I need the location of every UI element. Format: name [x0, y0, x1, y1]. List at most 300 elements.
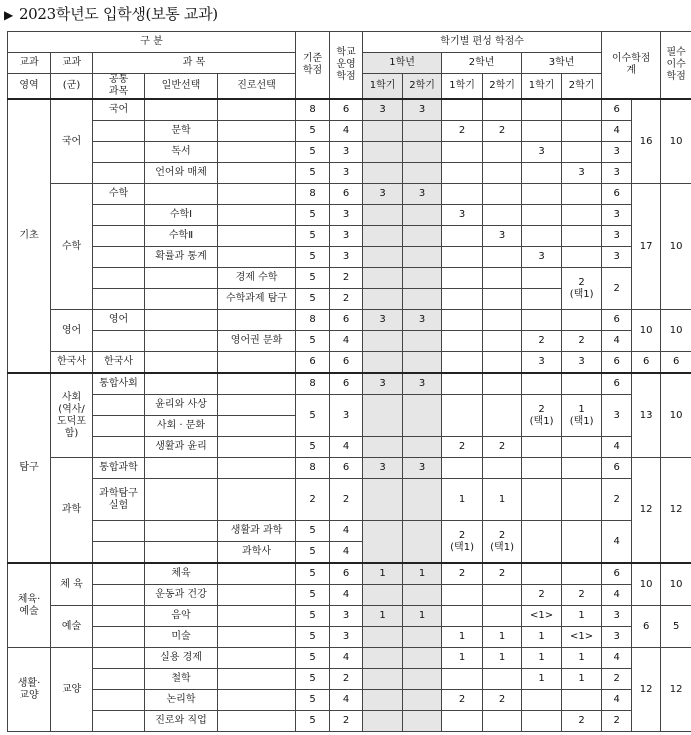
- cell-unyeong: 3: [330, 226, 363, 247]
- cell-s6: <1>: [562, 627, 602, 648]
- total-pilsu: 10: [661, 563, 691, 606]
- cell-gijun: 5: [296, 331, 330, 352]
- cell-s6: 1: [562, 648, 602, 669]
- cell-ilban: 체육: [145, 563, 218, 585]
- cell-isu: 3: [602, 163, 632, 184]
- cell-s2: [403, 268, 442, 289]
- cell-s2: [403, 205, 442, 226]
- cell-isu: 4: [602, 121, 632, 142]
- cell-gijun: 5: [296, 289, 330, 310]
- cell-gijun: 5: [296, 563, 330, 585]
- cell-s5: [522, 289, 562, 310]
- cell-s5: [522, 479, 562, 521]
- total-gye: 17: [632, 184, 661, 310]
- cell-gijun: 8: [296, 99, 330, 121]
- cell-s2: 3: [403, 184, 442, 205]
- cell-unyeong: 2: [330, 268, 363, 289]
- cell-s6-select: 2 (택1): [562, 268, 602, 310]
- cell-s1: [363, 352, 403, 374]
- cell-ilban: 운동과 건강: [145, 585, 218, 606]
- cell-s4: [483, 205, 522, 226]
- cell-gijun: 5: [296, 395, 330, 437]
- cell-gijun: 5: [296, 268, 330, 289]
- cell-ilban: 논리학: [145, 690, 218, 711]
- header-gubun: 구 분: [8, 32, 296, 53]
- cell-isu: 6: [602, 563, 632, 585]
- cell-s3: [442, 184, 483, 205]
- cell-s5: [522, 121, 562, 142]
- cell-gongtong: 국어: [93, 99, 145, 121]
- cell-isu: 3: [602, 395, 632, 437]
- cell-unyeong: 3: [330, 142, 363, 163]
- header-gyogwa-gun-2: (군): [51, 74, 93, 100]
- cell-unyeong: 4: [330, 648, 363, 669]
- cell-s5: [522, 184, 562, 205]
- cell-s3: 1: [442, 627, 483, 648]
- cell-unyeong: 2: [330, 669, 363, 690]
- cell-s2: 3: [403, 310, 442, 331]
- cell-s2: [403, 437, 442, 458]
- cell-isu: 6: [602, 310, 632, 331]
- cell-s4: 3: [483, 226, 522, 247]
- cell-gongtong: 과학탐구 실험: [93, 479, 145, 521]
- header-gyogwa-yeongyeok-1: 교과: [8, 53, 51, 74]
- cell-s3: [442, 99, 483, 121]
- cell-s6: [562, 310, 602, 331]
- cell-ilban: 독서: [145, 142, 218, 163]
- cell-isu: 3: [602, 247, 632, 268]
- cell-unyeong: 6: [330, 352, 363, 374]
- cell-s5: 3: [522, 352, 562, 374]
- cell-unyeong: 6: [330, 563, 363, 585]
- cell-s5: [522, 226, 562, 247]
- cell-s1: 3: [363, 310, 403, 331]
- cell-unyeong: 4: [330, 585, 363, 606]
- cell-s6: [562, 690, 602, 711]
- header-pilsu: 필수 이수 학점: [661, 32, 691, 100]
- cell-unyeong: 4: [330, 437, 363, 458]
- cell-unyeong: 3: [330, 627, 363, 648]
- cell-isu: 4: [602, 437, 632, 458]
- cell-s4: [483, 458, 522, 479]
- group-su: 수학: [51, 184, 93, 310]
- cell-gijun: 8: [296, 184, 330, 205]
- cell-s4: [483, 606, 522, 627]
- cell-s3: 1: [442, 479, 483, 521]
- cell-s1: [363, 289, 403, 310]
- cell-s3: [442, 711, 483, 732]
- cell-gijun: 8: [296, 310, 330, 331]
- cell-s1: 3: [363, 458, 403, 479]
- cell-s4: [483, 289, 522, 310]
- cell-s5: 1: [522, 669, 562, 690]
- cell-s3: 2: [442, 437, 483, 458]
- cell-isu: 3: [602, 226, 632, 247]
- header-unyeong: 학교 운영 학점: [330, 32, 363, 100]
- cell-unyeong: 6: [330, 99, 363, 121]
- header-ilban: 일반선택: [145, 74, 218, 100]
- total-gye: 6: [632, 352, 661, 374]
- cell-isu: 4: [602, 648, 632, 669]
- cell-s2: [403, 247, 442, 268]
- cell-s1: [363, 142, 403, 163]
- cell-gijun: 5: [296, 142, 330, 163]
- cell-s6: 1: [562, 669, 602, 690]
- cell-s2: [403, 711, 442, 732]
- header-gwamok: 과 목: [93, 53, 296, 74]
- cell-s2: [403, 479, 442, 521]
- cell-gijun: 5: [296, 121, 330, 142]
- cell-s3: [442, 669, 483, 690]
- cell-s2: 1: [403, 606, 442, 627]
- group-cheyuk: 체 육: [51, 563, 93, 606]
- cell-s1: [363, 268, 403, 289]
- cell-ilban: 음악: [145, 606, 218, 627]
- header-term: 1학기: [442, 74, 483, 100]
- cell-unyeong: 4: [330, 542, 363, 564]
- cell-s3: [442, 331, 483, 352]
- total-gye: 16: [632, 99, 661, 184]
- cell-isu: 2: [602, 479, 632, 521]
- cell-s6: [562, 184, 602, 205]
- cell-unyeong: 6: [330, 184, 363, 205]
- area-cheyuk-yesul: 체육· 예술: [8, 563, 51, 648]
- cell-unyeong: 6: [330, 310, 363, 331]
- cell-s5: [522, 690, 562, 711]
- cell-gijun: 5: [296, 437, 330, 458]
- cell-jinro: 영어권 문화: [218, 331, 296, 352]
- cell-s4: [483, 184, 522, 205]
- cell-isu: 6: [602, 458, 632, 479]
- group-gwahak: 과학: [51, 458, 93, 564]
- cell-gijun: 5: [296, 690, 330, 711]
- cell-isu: 3: [602, 142, 632, 163]
- area-gicho: 기초: [8, 99, 51, 373]
- cell-s4: [483, 585, 522, 606]
- cell-s1: [363, 585, 403, 606]
- cell-s4: 1: [483, 627, 522, 648]
- cell-isu: 6: [602, 352, 632, 374]
- cell-jinro: 경제 수학: [218, 268, 296, 289]
- cell-unyeong: 2: [330, 711, 363, 732]
- cell-s4: [483, 373, 522, 395]
- cell-s4: 2: [483, 690, 522, 711]
- cell-s2: [403, 226, 442, 247]
- cell-s3: [442, 310, 483, 331]
- header-term: 2학기: [403, 74, 442, 100]
- cell-s5: 1: [522, 648, 562, 669]
- cell-gijun: 2: [296, 479, 330, 521]
- cell-s4: [483, 331, 522, 352]
- cell-s3: [442, 163, 483, 184]
- cell-gijun: 5: [296, 711, 330, 732]
- header-gyogwa-yeongyeok-2: 영역: [8, 74, 51, 100]
- header-gyogwa-gun-1: 교과: [51, 53, 93, 74]
- cell-gongtong: 한국사: [93, 352, 145, 374]
- curriculum-table: [7, 31, 691, 732]
- cell-s3: [442, 585, 483, 606]
- cell-s5: [522, 437, 562, 458]
- cell-ilban: 윤리와 사상: [145, 395, 218, 416]
- cell-gijun: 5: [296, 648, 330, 669]
- cell-s2: [403, 352, 442, 374]
- cell-ilban: 문학: [145, 121, 218, 142]
- cell-s6: [562, 142, 602, 163]
- cell-gongtong: 영어: [93, 310, 145, 331]
- header-isu: 이수학점 계: [602, 32, 661, 100]
- cell-s6: [562, 99, 602, 121]
- cell-s6: 3: [562, 352, 602, 374]
- cell-isu: 3: [602, 205, 632, 226]
- total-pilsu: 12: [661, 648, 691, 732]
- cell-s5: [522, 563, 562, 585]
- cell-unyeong: 4: [330, 121, 363, 142]
- cell-isu: 6: [602, 99, 632, 121]
- cell-s5: [522, 711, 562, 732]
- cell-s6: [562, 373, 602, 395]
- cell-unyeong: 4: [330, 690, 363, 711]
- cell-s3-select: 2 (택1): [442, 521, 483, 564]
- cell-unyeong: 2: [330, 479, 363, 521]
- header-term: 1학기: [522, 74, 562, 100]
- cell-s4-select: 2 (택1): [483, 521, 522, 564]
- header-term: 2학기: [483, 74, 522, 100]
- group-guk: 국어: [51, 99, 93, 184]
- cell-s1: [363, 331, 403, 352]
- total-gye: 10: [632, 563, 661, 606]
- cell-unyeong: 6: [330, 458, 363, 479]
- cell-s2: [403, 690, 442, 711]
- header-jinro: 진로선택: [218, 74, 296, 100]
- total-pilsu: 12: [661, 458, 691, 564]
- cell-s1: [363, 479, 403, 521]
- cell-isu: 6: [602, 373, 632, 395]
- cell-s3: [442, 373, 483, 395]
- cell-s6: 2: [562, 711, 602, 732]
- cell-s4: [483, 310, 522, 331]
- cell-gijun: 5: [296, 606, 330, 627]
- cell-s2: [403, 142, 442, 163]
- cell-s4: [483, 669, 522, 690]
- cell-gongtong: 수학: [93, 184, 145, 205]
- cell-s2: [403, 585, 442, 606]
- cell-s1: [363, 437, 403, 458]
- cell-isu: 3: [602, 627, 632, 648]
- cell-s4: [483, 163, 522, 184]
- cell-unyeong: 2: [330, 289, 363, 310]
- page-title: [4, 2, 218, 26]
- total-pilsu: 5: [661, 606, 691, 648]
- cell-isu: 4: [602, 585, 632, 606]
- cell-s5: 3: [522, 142, 562, 163]
- total-gye: 10: [632, 310, 661, 352]
- cell-s6: [562, 205, 602, 226]
- cell-ilban: 철학: [145, 669, 218, 690]
- cell-s4: [483, 268, 522, 289]
- cell-gijun: 5: [296, 521, 330, 542]
- cell-ilban: 확률과 통계: [145, 247, 218, 268]
- cell-s3: [442, 247, 483, 268]
- cell-gijun: 5: [296, 627, 330, 648]
- cell-ilban: 진로와 직업: [145, 711, 218, 732]
- cell-ilban: 미술: [145, 627, 218, 648]
- cell-s1: [363, 205, 403, 226]
- group-yeong: 영어: [51, 310, 93, 352]
- area-tamgu: 탐구: [8, 373, 51, 563]
- cell-s2: [403, 163, 442, 184]
- total-pilsu: 6: [661, 352, 691, 374]
- cell-gijun: 5: [296, 247, 330, 268]
- area-saenghwal: 생활· 교양: [8, 648, 51, 732]
- cell-s3: [442, 352, 483, 374]
- cell-jinro: 생활과 과학: [218, 521, 296, 542]
- header-gijun: 기준 학점: [296, 32, 330, 100]
- cell-s6: [562, 247, 602, 268]
- total-pilsu: 10: [661, 373, 691, 458]
- cell-gijun: 5: [296, 226, 330, 247]
- cell-s2: 3: [403, 99, 442, 121]
- cell-unyeong: 4: [330, 521, 363, 542]
- total-gye: 6: [632, 606, 661, 648]
- cell-s1: 3: [363, 99, 403, 121]
- total-pilsu: 10: [661, 184, 691, 310]
- cell-s5: 2: [522, 585, 562, 606]
- cell-s5: [522, 521, 562, 564]
- cell-s6: [562, 121, 602, 142]
- cell-unyeong: 6: [330, 373, 363, 395]
- cell-isu: 4: [602, 690, 632, 711]
- cell-s4: 2: [483, 437, 522, 458]
- cell-s1: [363, 521, 403, 564]
- cell-isu: 2: [602, 669, 632, 690]
- cell-s5: [522, 268, 562, 289]
- cell-s3: 3: [442, 205, 483, 226]
- cell-s4: [483, 352, 522, 374]
- cell-ilban: 수학Ⅱ: [145, 226, 218, 247]
- cell-s2: [403, 395, 442, 437]
- cell-s2: [403, 521, 442, 564]
- cell-s1: [363, 690, 403, 711]
- cell-s6: 3: [562, 163, 602, 184]
- cell-unyeong: 3: [330, 163, 363, 184]
- cell-s3: [442, 395, 483, 437]
- cell-s6: 2: [562, 331, 602, 352]
- triangle-bullet-icon: ▶: [4, 8, 13, 22]
- cell-s2: [403, 121, 442, 142]
- cell-s3: [442, 142, 483, 163]
- cell-unyeong: 3: [330, 395, 363, 437]
- title-text: 2023학년도 입학생(보통 교과): [18, 5, 218, 23]
- header-gongtong: 공통 과목: [93, 74, 145, 100]
- cell-s1: [363, 627, 403, 648]
- header-semester-title: 학기별 편성 학점수: [363, 32, 602, 53]
- cell-isu: 4: [602, 331, 632, 352]
- cell-s2: [403, 627, 442, 648]
- cell-s5: 2: [522, 331, 562, 352]
- cell-s5: [522, 373, 562, 395]
- cell-s3: [442, 606, 483, 627]
- cell-s4: 2: [483, 121, 522, 142]
- cell-s3: [442, 268, 483, 289]
- cell-s2: 1: [403, 563, 442, 585]
- cell-isu: 2: [602, 711, 632, 732]
- cell-s5: 1: [522, 627, 562, 648]
- cell-s5: [522, 163, 562, 184]
- cell-s5: <1>: [522, 606, 562, 627]
- header-grade-1: 1학년: [363, 53, 442, 74]
- total-gye: 12: [632, 458, 661, 564]
- cell-s3: [442, 458, 483, 479]
- total-gye: 13: [632, 373, 661, 458]
- cell-gijun: 6: [296, 352, 330, 374]
- cell-s1: 1: [363, 563, 403, 585]
- total-pilsu: 10: [661, 99, 691, 184]
- total-pilsu: 10: [661, 310, 691, 352]
- cell-s1: [363, 163, 403, 184]
- cell-isu: 2: [602, 268, 632, 310]
- header-term: 2학기: [562, 74, 602, 100]
- group-gyoyang: 교양: [51, 648, 93, 732]
- header-grade-2: 2학년: [442, 53, 522, 74]
- cell-isu: 3: [602, 606, 632, 627]
- cell-s2: [403, 669, 442, 690]
- cell-ilban: 생활과 윤리: [145, 437, 218, 458]
- cell-s1: 1: [363, 606, 403, 627]
- cell-s6: [562, 437, 602, 458]
- cell-jinro: 수학과제 탐구: [218, 289, 296, 310]
- cell-isu: 4: [602, 521, 632, 564]
- cell-s5: 3: [522, 247, 562, 268]
- cell-s1: [363, 648, 403, 669]
- cell-s4: 2: [483, 563, 522, 585]
- cell-s4: [483, 247, 522, 268]
- cell-s6: 2: [562, 585, 602, 606]
- cell-s3: 2: [442, 121, 483, 142]
- cell-s4: 1: [483, 479, 522, 521]
- cell-s3: 2: [442, 690, 483, 711]
- cell-s2: 3: [403, 373, 442, 395]
- total-gye: 12: [632, 648, 661, 732]
- cell-isu: 6: [602, 184, 632, 205]
- cell-s6: [562, 563, 602, 585]
- cell-s3: [442, 289, 483, 310]
- cell-s6: [562, 226, 602, 247]
- cell-ilban: 사회 · 문화: [145, 416, 218, 437]
- cell-unyeong: 4: [330, 331, 363, 352]
- cell-s5: [522, 205, 562, 226]
- header-grade-3: 3학년: [522, 53, 602, 74]
- cell-s6: [562, 521, 602, 564]
- cell-s5: [522, 99, 562, 121]
- cell-s3: 2: [442, 563, 483, 585]
- group-yesul: 예술: [51, 606, 93, 648]
- cell-s2: [403, 331, 442, 352]
- cell-s6-select: 1 (택1): [562, 395, 602, 437]
- cell-s6: [562, 458, 602, 479]
- cell-s1: 3: [363, 373, 403, 395]
- group-sahoe: 사회 (역사/ 도덕포 함): [51, 373, 93, 458]
- cell-unyeong: 3: [330, 247, 363, 268]
- cell-s1: [363, 395, 403, 437]
- cell-gijun: 8: [296, 458, 330, 479]
- cell-s2: [403, 648, 442, 669]
- cell-gijun: 5: [296, 669, 330, 690]
- cell-s1: 3: [363, 184, 403, 205]
- cell-s4: [483, 99, 522, 121]
- cell-gijun: 5: [296, 205, 330, 226]
- cell-s1: [363, 226, 403, 247]
- cell-gongtong: 통합과학: [93, 458, 145, 479]
